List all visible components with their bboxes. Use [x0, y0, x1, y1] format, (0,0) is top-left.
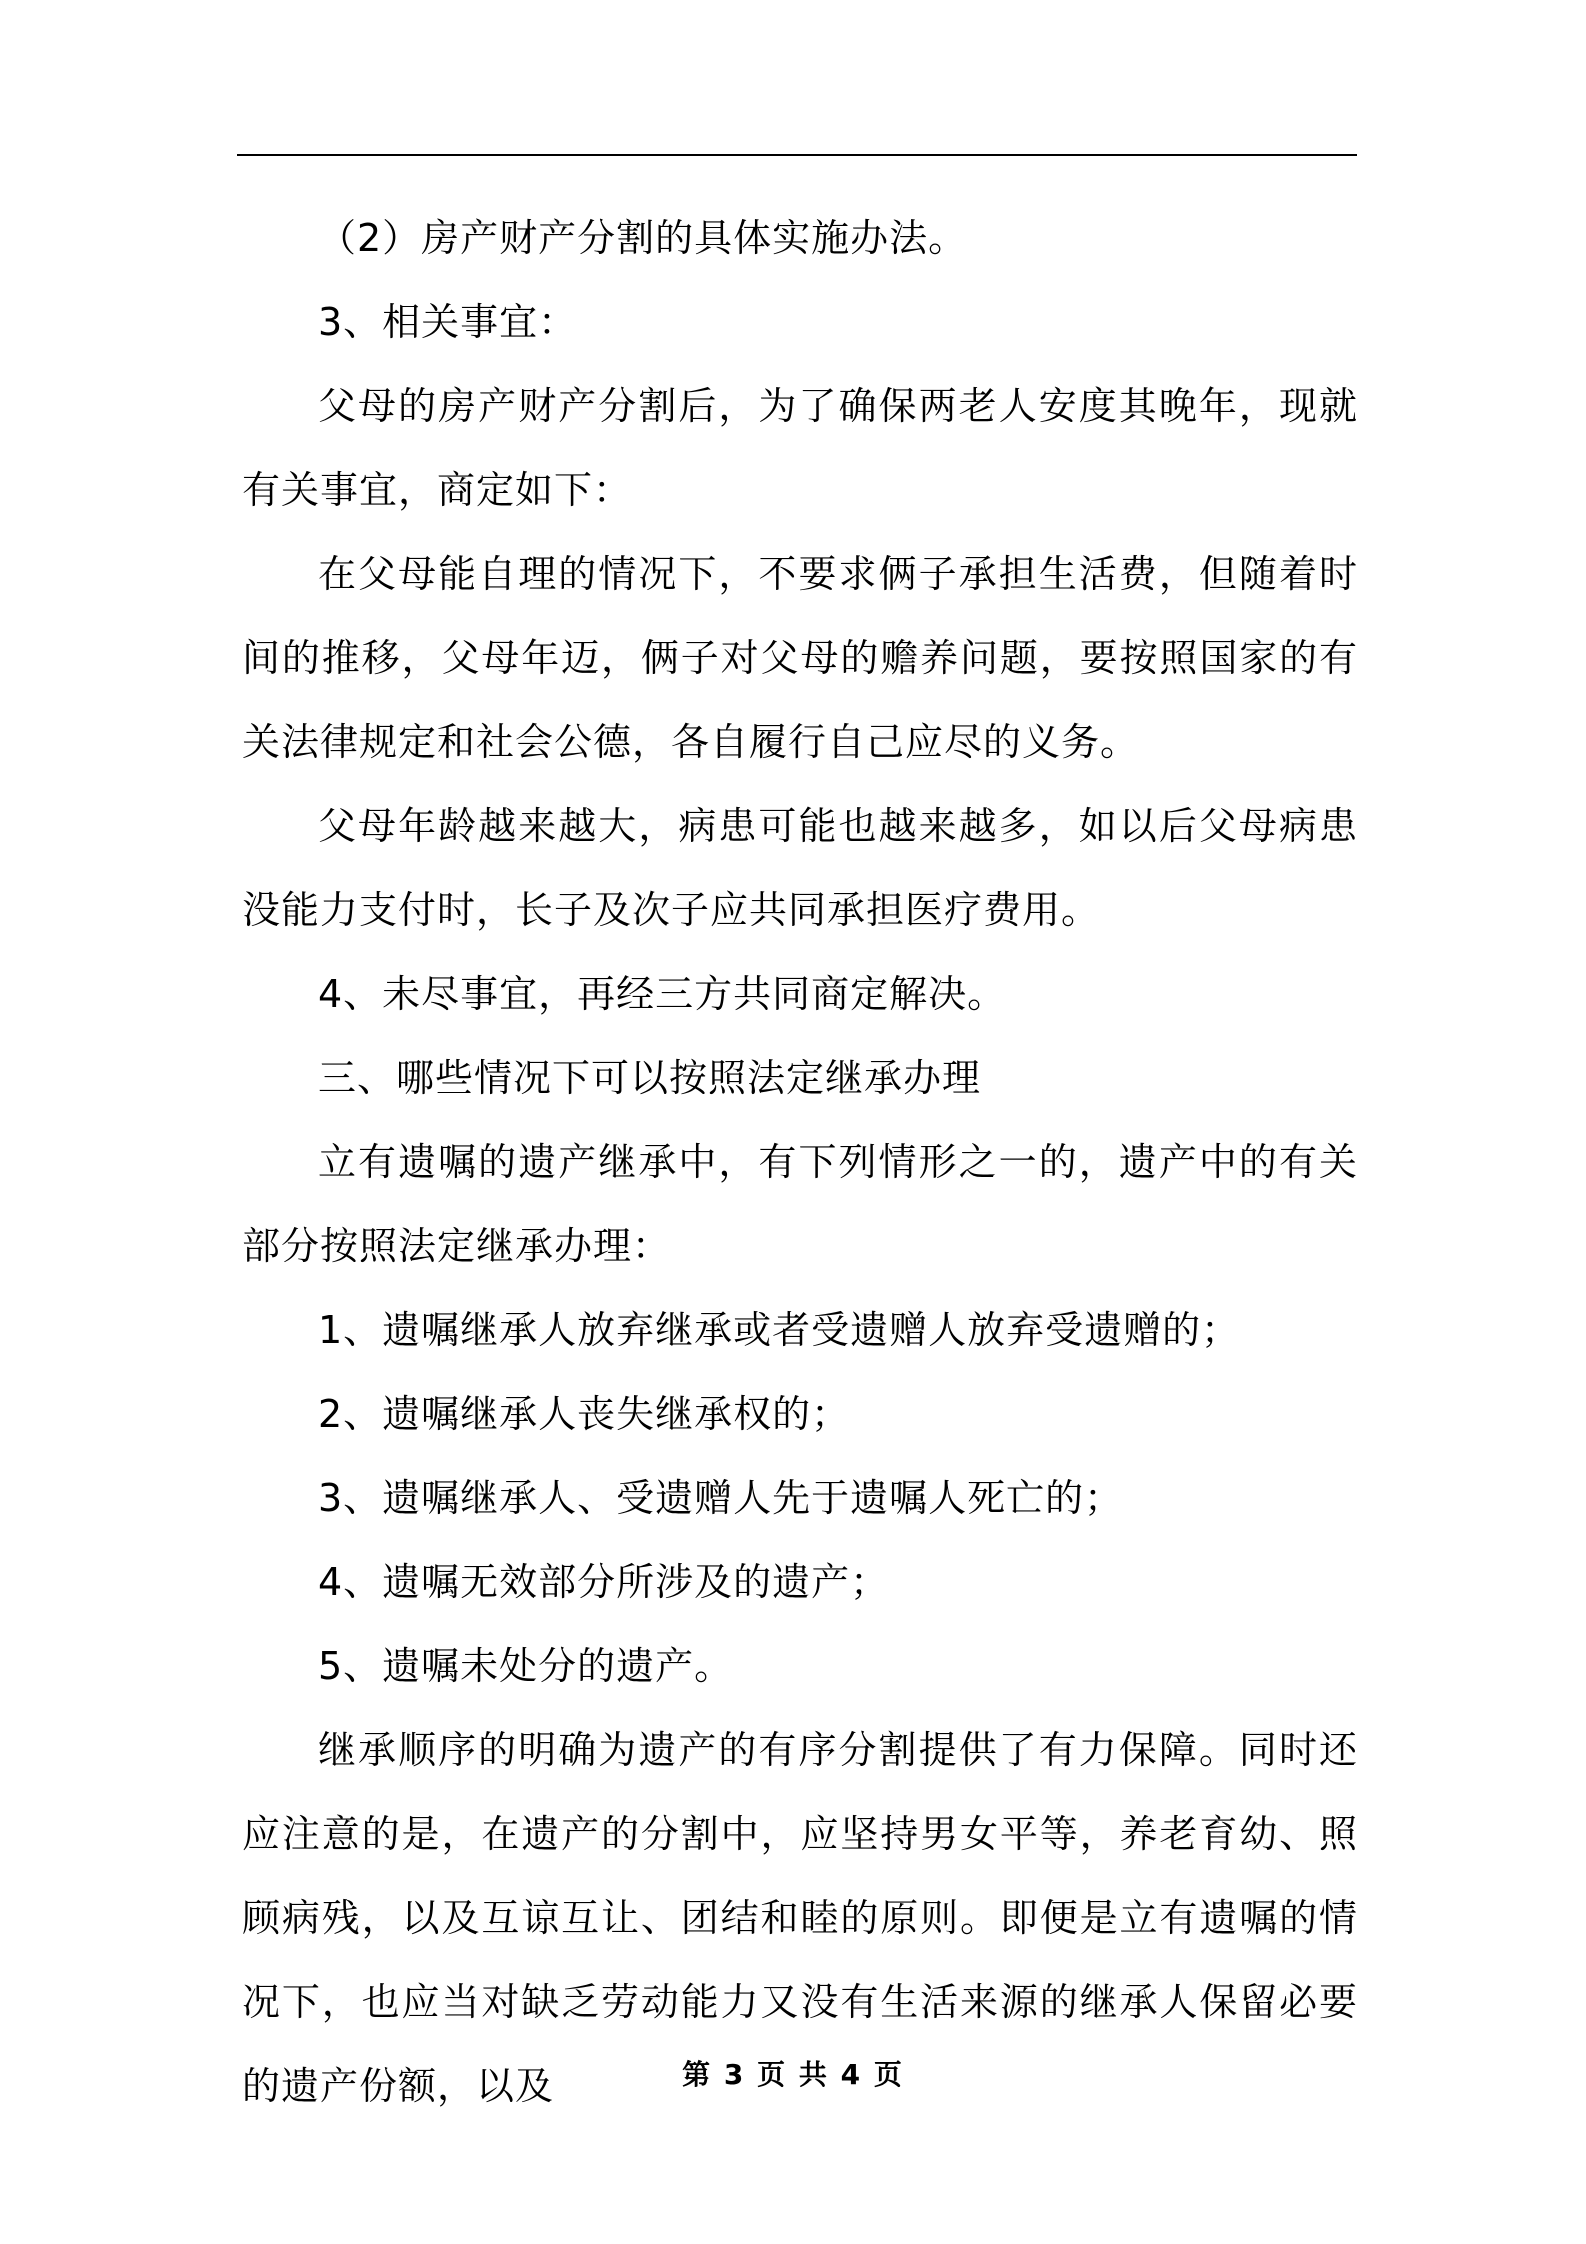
paragraph-statutory-inheritance-intro: 立有遗嘱的遗产继承中，有下列情形之一的，遗产中的有关部分按照法定继承办理：: [242, 1140, 1358, 1268]
list-item-2: 2、遗嘱继承人丧失继承权的；: [318, 1392, 851, 1436]
paragraph-inheritance-order: 继承顺序的明确为遗产的有序分割提供了有力保障。同时还应注意的是，在遗产的分割中，应坚持男女平等，养老育幼、照顾病残，以及互谅互让、团结和睦的原则。即便是立有遗嘱的情况下，也应当对缺乏劳动能力又没有生活来源的继承人保留必要的遗产份额，以及: [242, 1728, 1358, 2108]
paragraph-living-expenses: 在父母能自理的情况下，不要求俩子承担生活费，但随着时间的推移，父母年迈，俩子对父母的赡养问题，要按照国家的有关法律规定和社会公德，各自履行自己应尽的义务。: [242, 552, 1358, 764]
page-number-footer: 第 3 页 共 4 页: [682, 2058, 904, 2091]
paragraph-medical-expenses: 父母年龄越来越大，病患可能也越来越多，如以后父母病患没能力支付时，长子及次子应共同承担医疗费用。: [242, 804, 1358, 932]
paragraph-item-3-heading: 3、相关事宜：: [318, 300, 578, 344]
section-heading-3: 三、哪些情况下可以按照法定继承办理: [318, 1056, 982, 1100]
list-item-5: 5、遗嘱未处分的遗产。: [318, 1644, 734, 1688]
list-item-4: 4、遗嘱无效部分所涉及的遗产；: [318, 1560, 890, 1604]
paragraph-item-4: 4、未尽事宜，再经三方共同商定解决。: [318, 972, 1007, 1016]
document-body: [242, 196, 1358, 2128]
list-item-3: 3、遗嘱继承人、受遗赠人先于遗嘱人死亡的；: [318, 1476, 1124, 1520]
header-rule: [237, 154, 1357, 156]
paragraph-subitem-2: （2）房产财产分割的具体实施办法。: [318, 216, 968, 260]
paragraph-related-matters: 父母的房产财产分割后，为了确保两老人安度其晚年，现就有关事宜，商定如下：: [242, 384, 1358, 512]
list-item-1: 1、遗嘱继承人放弃继承或者受遗赠人放弃受遗赠的；: [318, 1308, 1241, 1352]
